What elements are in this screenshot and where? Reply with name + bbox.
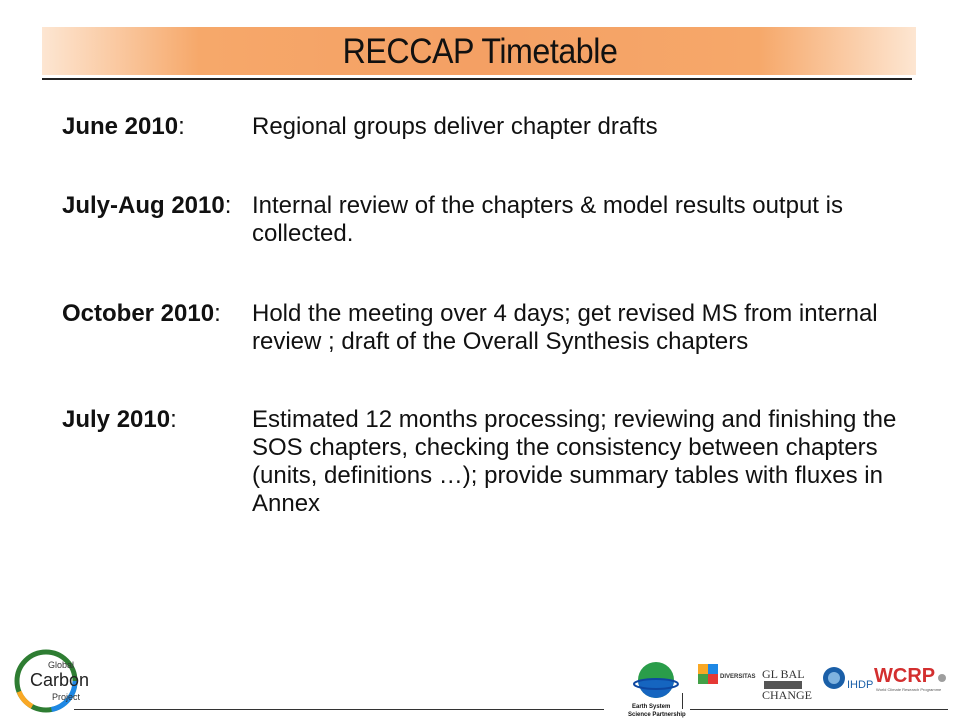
entry-label bbox=[62, 192, 231, 220]
footer-rule-left bbox=[74, 709, 604, 710]
ihdp-logo bbox=[823, 667, 873, 691]
essp-line2: Science Partnership bbox=[628, 712, 686, 718]
entry-separator: : bbox=[170, 406, 177, 433]
diversitas-logo bbox=[698, 664, 756, 684]
igbp-line1: GL BAL bbox=[762, 667, 805, 681]
entry-text: Hold the meeting over 4 days; get revised MS from internal review ; draft of the Overall Synthesis chapters bbox=[252, 300, 878, 355]
title-rule bbox=[42, 78, 912, 80]
footer-tick bbox=[682, 693, 683, 709]
igbp-line2: CHANGE bbox=[762, 688, 812, 702]
essp-logo bbox=[628, 662, 686, 718]
ihdp-text: IHDP bbox=[847, 679, 874, 691]
partner-logos bbox=[624, 656, 954, 720]
entry-date: October 2010 bbox=[62, 300, 215, 327]
wcrp-logo bbox=[874, 665, 946, 692]
page-title: RECCAP Timetable bbox=[342, 32, 618, 71]
entry-text: Estimated 12 months processing; reviewing and finishing the SOS chapters, checking the consistency between chapters (units, definitions …); provide summary tables with fluxes in Annex bbox=[252, 406, 897, 517]
entry-date: July 2010 bbox=[62, 406, 171, 433]
global-carbon-project-logo bbox=[8, 648, 92, 714]
entry-date: July-Aug 2010 bbox=[62, 192, 225, 219]
wcrp-subtitle: World Climate Research Programme bbox=[876, 687, 942, 692]
wcrp-text: WCRP bbox=[874, 665, 936, 687]
entry-text: Regional groups deliver chapter drafts bbox=[252, 113, 658, 140]
entry-date: June 2010 bbox=[62, 113, 179, 140]
entry-label bbox=[62, 406, 177, 434]
entry-label bbox=[62, 113, 185, 141]
entry-separator: : bbox=[224, 192, 232, 219]
footer-rule-right bbox=[690, 709, 948, 710]
igbp-logo bbox=[762, 667, 812, 702]
diversitas-text: DIVERSITAS bbox=[720, 674, 756, 680]
essp-line1: Earth System bbox=[632, 704, 671, 710]
entry-separator: : bbox=[214, 300, 221, 327]
entry-text: Internal review of the chapters & model results output is collected. bbox=[252, 192, 843, 247]
gcp-line2: Carbon bbox=[30, 670, 90, 690]
entry-separator: : bbox=[178, 113, 185, 140]
gcp-line1: Global bbox=[48, 660, 75, 670]
entry-label bbox=[62, 300, 221, 328]
gcp-line3: Project bbox=[52, 692, 81, 702]
